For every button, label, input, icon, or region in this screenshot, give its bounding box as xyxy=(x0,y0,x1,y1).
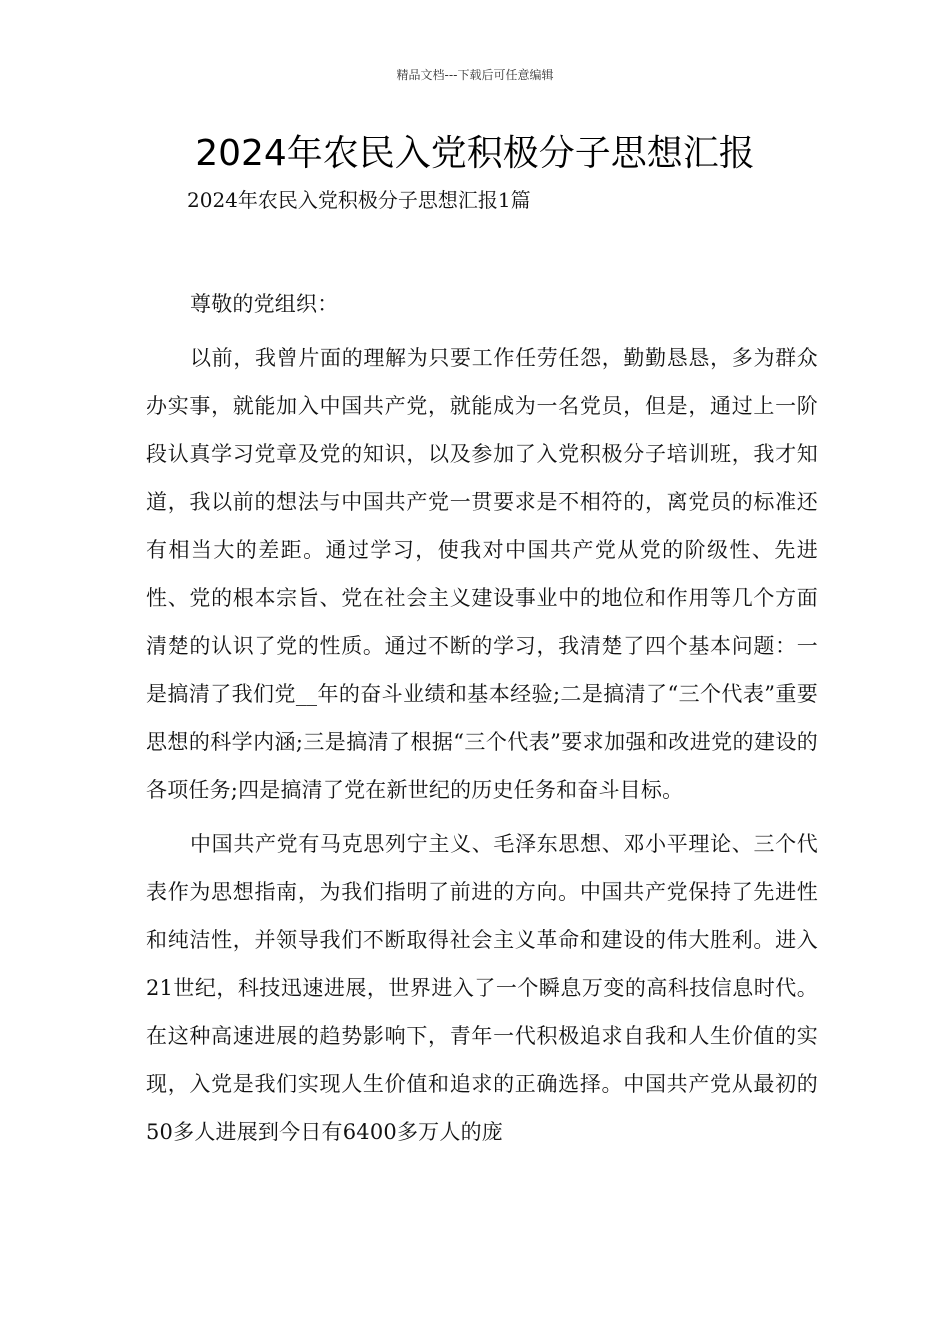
paragraph: 以前，我曾片面的理解为只要工作任劳任怨，勤勤恳恳，多为群众办实事，就能加入中国共产党，就能成为一名党员，但是，通过上一阶段认真学习党章及党的知识，以及参加了入党积极分子培训班，我才知道，我以前的想法与中国共产党一贯要求是不相符的，离党员的标准还有相当大的差距。通过学习，使我对中国共产党从党的阶级性、先进性、党的根本宗旨、党在社会主义建设事业中的地位和作用等几个方面清楚的认识了党的性质。通过不断的学习，我清楚了四个基本问题：一是搞清了我们党__年的奋斗业绩和基本经验;二是搞清了“三个代表”重要思想的科学内涵;三是搞清了根据“三个代表”要求加强和改进党的建设的各项任务;四是搞清了党在新世纪的历史任务和奋斗目标。 xyxy=(146,346,818,802)
document-subtitle: 2024年农民入党积极分子思想汇报1篇 xyxy=(187,188,531,212)
paragraph: 中国共产党有马克思列宁主义、毛泽东思想、邓小平理论、三个代表作为思想指南，为我们指明了前进的方向。中国共产党保持了先进性和纯洁性，并领导我们不断取得社会主义革命和建设的伟大胜利。进入21世纪，科技迅速进展，世界进入了一个瞬息万变的高科技信息时代。在这种高速进展的趋势影响下，青年一代积极追求自我和人生价值的实现，入党是我们实现人生价值和追求的正确选择。中国共产党从最初的50多人进展到今日有6400多万人的庞 xyxy=(146,832,818,1144)
page-header-note: 精品文档---下载后可任意编辑 xyxy=(396,68,554,82)
document-body xyxy=(146,280,818,1162)
document-title: 2024年农民入党积极分子思想汇报 xyxy=(195,133,755,174)
salutation: 尊敬的党组织： xyxy=(190,292,339,316)
